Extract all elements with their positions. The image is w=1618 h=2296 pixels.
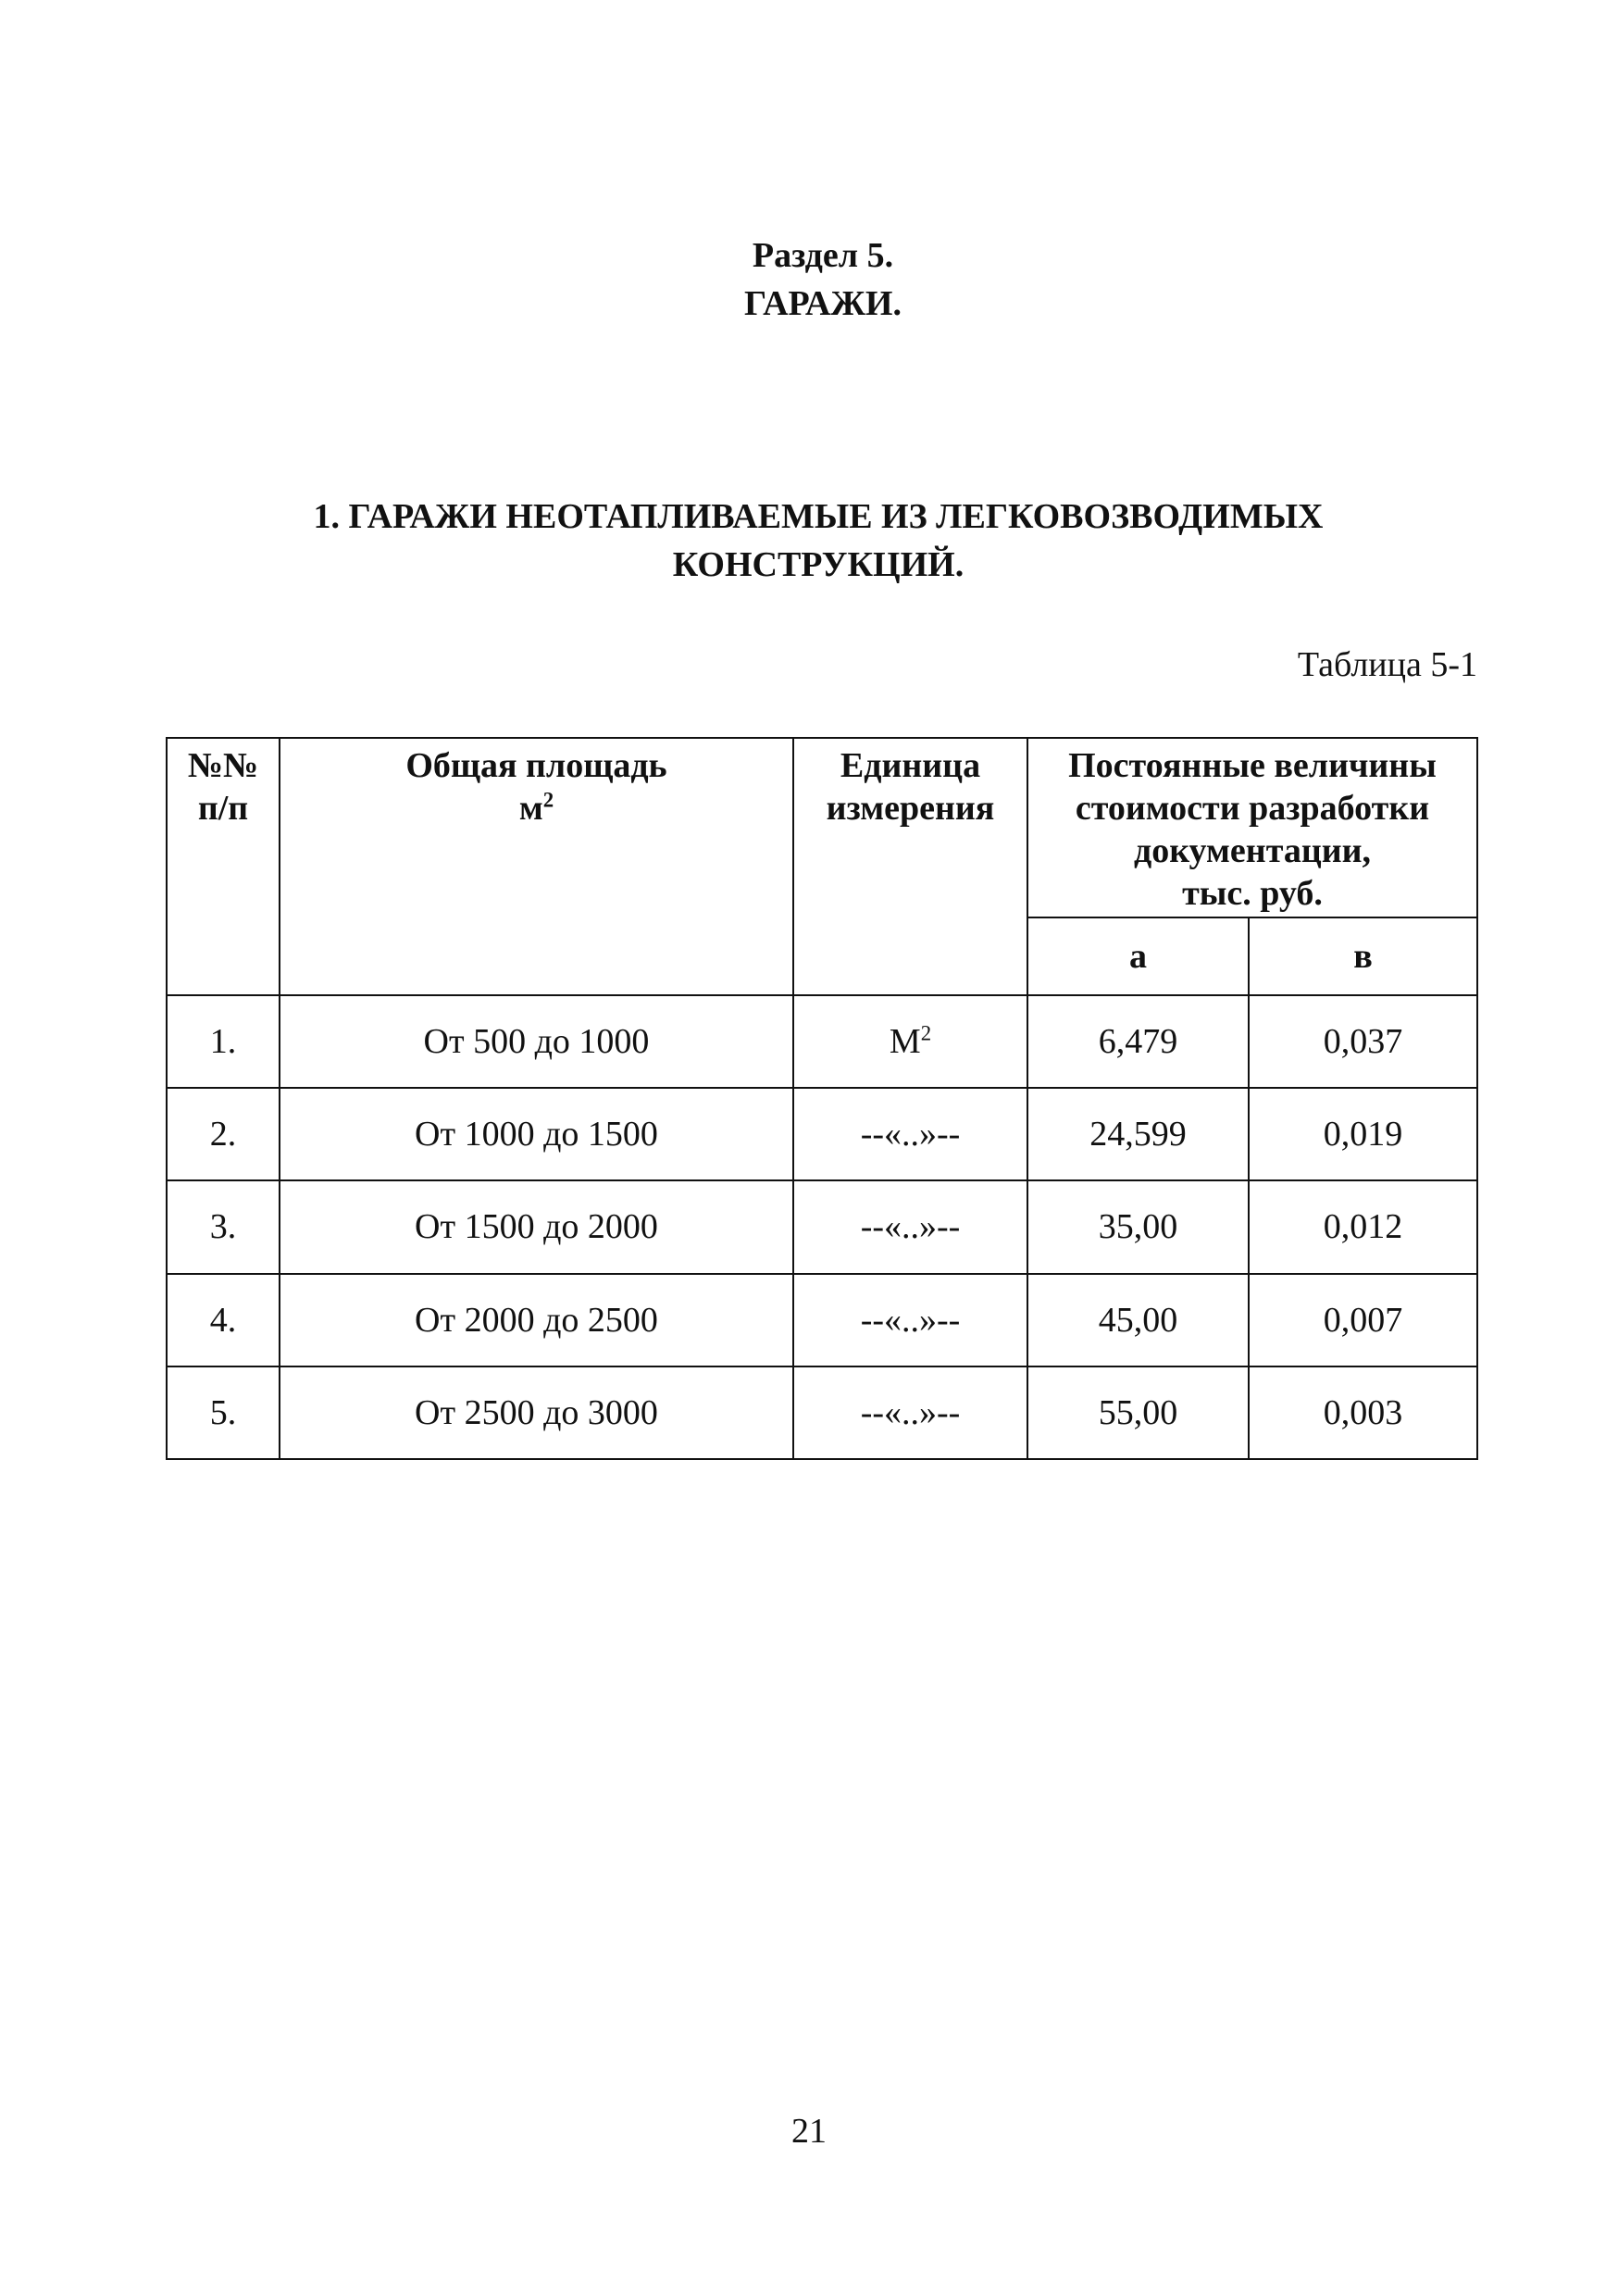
table-row [167,995,1477,1088]
header-num-line-2: п/п [197,789,249,828]
row-unit: --«..»-- [793,1274,1027,1366]
subsection-title-line-1: 1. ГАРАЖИ НЕОТАПЛИВАЕМЫЕ ИЗ ЛЕГКОВОЗВОДИМЫХ [313,497,1324,536]
row-area: От 2500 до 3000 [280,1366,793,1459]
header-col-a: а [1027,917,1249,995]
row-a: 24,599 [1027,1088,1249,1180]
table-label: Таблица 5-1 [1297,645,1477,684]
row-a: 45,00 [1027,1274,1249,1366]
row-a: 35,00 [1027,1180,1249,1273]
header-col-b: в [1249,917,1477,995]
page-number: 21 [791,2112,827,2151]
subsection-title-line-2: КОНСТРУКЦИЙ. [672,545,965,584]
header-cost [1027,738,1477,917]
row-b: 0,019 [1249,1088,1477,1180]
table-row [167,1088,1477,1180]
header-num [167,738,280,995]
row-area: От 500 до 1000 [280,995,793,1088]
header-area-unit: $м^2$ [518,788,554,828]
row-b: 0,012 [1249,1180,1477,1273]
header-num-line-1: №№ [187,746,259,785]
header-cost-line-4: тыс. руб. [1182,874,1323,913]
row-unit: --«..»-- [793,1180,1027,1273]
row-unit: $М^2$ [793,995,1027,1088]
table-row [167,1366,1477,1459]
section-number: Раздел 5. [752,236,894,275]
header-cost-line-1: Постоянные величины [1068,746,1437,785]
header-area-label: Общая площадь [405,746,667,785]
section-title [0,231,1618,328]
header-unit [793,738,1027,995]
section-name: ГАРАЖИ. [744,284,902,323]
row-unit: --«..»-- [793,1366,1027,1459]
row-a: 55,00 [1027,1366,1249,1459]
row-num: 5. [167,1366,280,1459]
row-b: 0,037 [1249,995,1477,1088]
row-unit: --«..»-- [793,1088,1027,1180]
table-row [167,1274,1477,1366]
row-num: 4. [167,1274,280,1366]
row-b: 0,007 [1249,1274,1477,1366]
row-a: 6,479 [1027,995,1249,1088]
row-area: От 1000 до 1500 [280,1088,793,1180]
header-unit-line-1: Единица [840,746,981,785]
header-cost-line-2: стоимости разработки [1075,789,1430,828]
row-area: От 1500 до 2000 [280,1180,793,1273]
header-cost-line-3: документации, [1133,831,1372,870]
header-area [280,738,793,995]
row-num: 3. [167,1180,280,1273]
table-row [167,1180,1477,1273]
row-area: От 2000 до 2500 [280,1274,793,1366]
row-num: 2. [167,1088,280,1180]
subsection-title [0,493,1618,589]
row-b: 0,003 [1249,1366,1477,1459]
header-unit-line-2: измерения [826,789,995,828]
cost-table [166,737,1478,1460]
row-num: 1. [167,995,280,1088]
